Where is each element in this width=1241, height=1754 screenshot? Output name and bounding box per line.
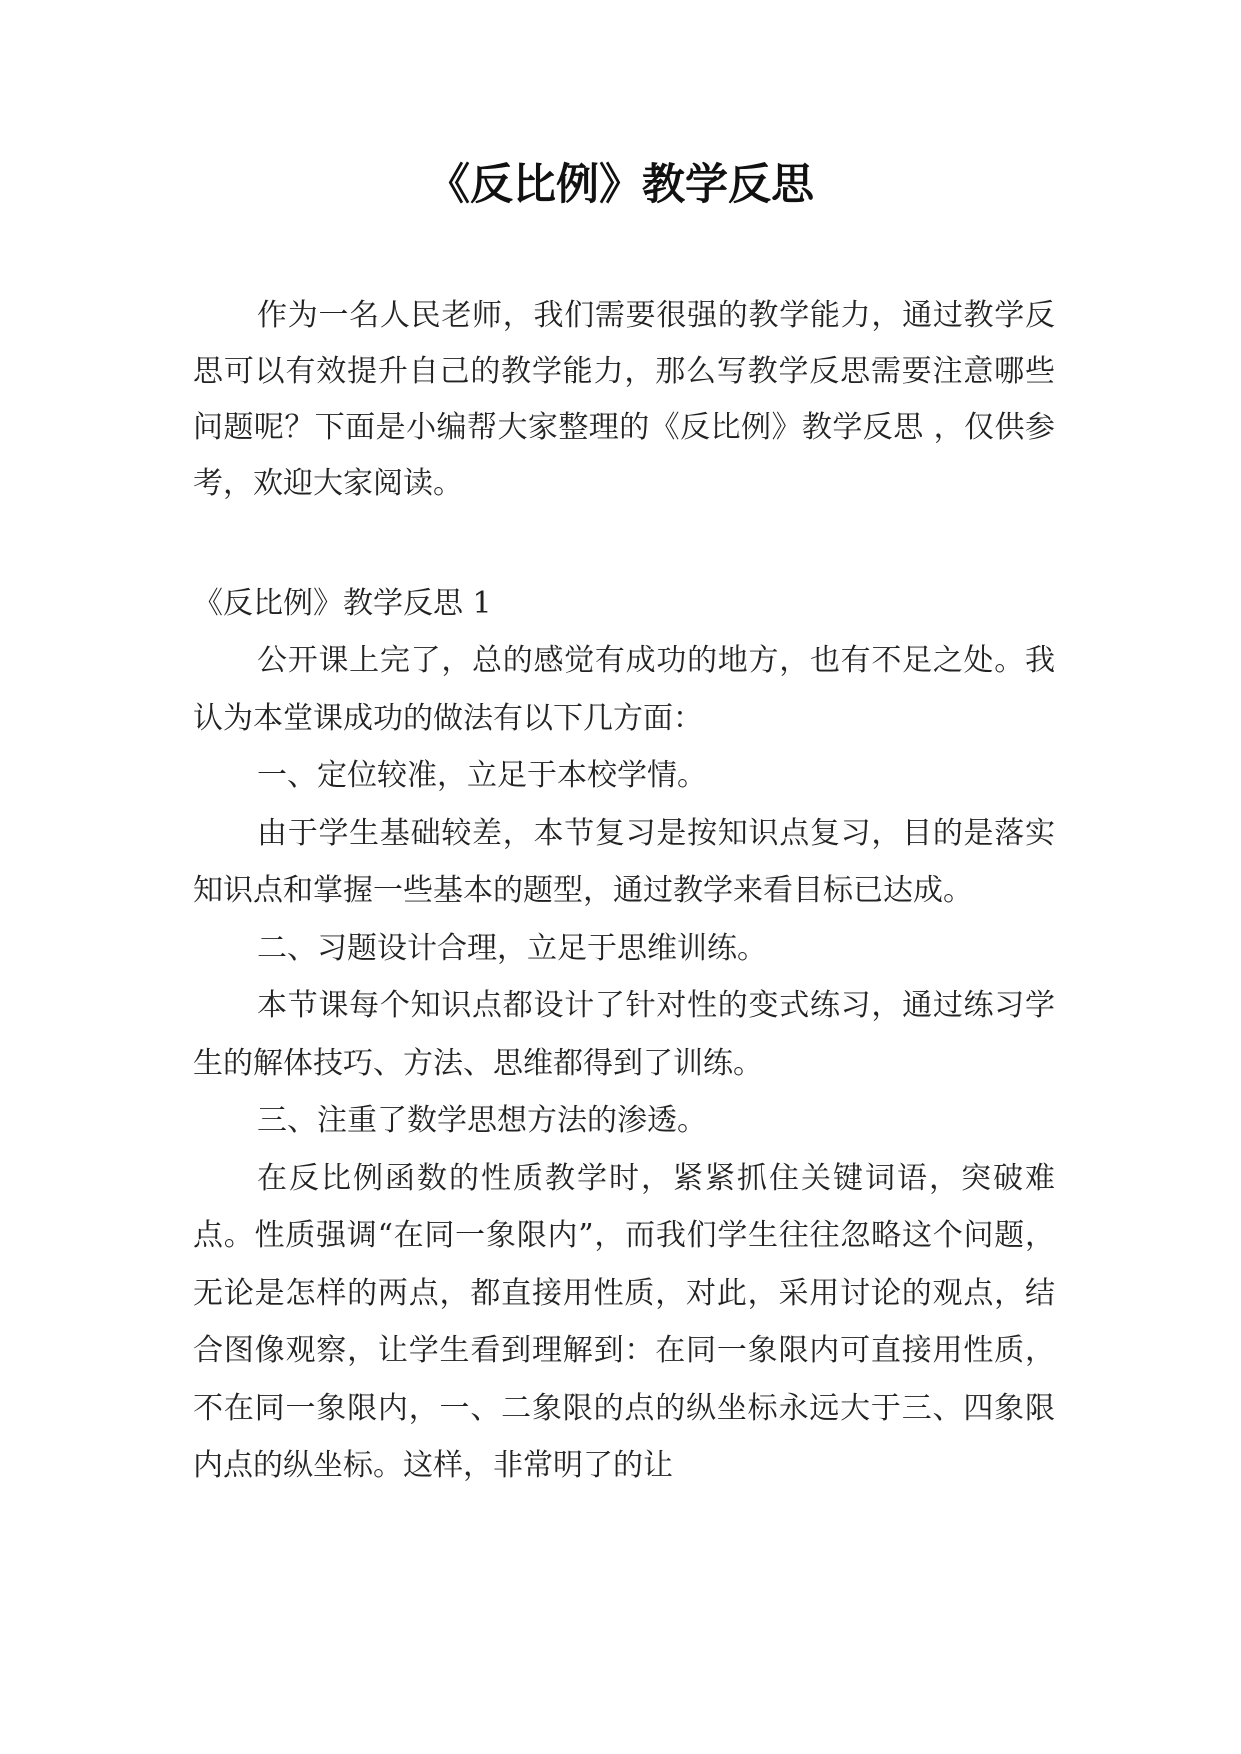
point-heading-3: 三、注重了数学思想方法的渗透。 [257, 1103, 707, 1138]
body-paragraph: 公开课上完了，总的感觉有成功的地方，也有不足之处。我认为本堂课成功的做法有以下几方面： [193, 643, 1055, 736]
document-body [193, 288, 1055, 1495]
point-heading-1: 一、定位较准，立足于本校学情。 [257, 758, 707, 793]
section-heading: 《反比例》教学反思 1 [193, 586, 492, 621]
body-paragraph: 在反比例函数的性质教学时，紧紧抓住关键词语，突破难点。性质强调“在同一象限内”，而我们学生往往忽略这个问题，无论是怎样的两点，都直接用性质，对此，采用讨论的观点，结合图像观察，让学生看到理解到：在同一象限内可直接用性质，不在同一象限内，一、二象限的点的纵坐标永远大于三、四象限内点的纵坐标。这样，非常明了的让 [193, 1160, 1055, 1483]
document-title: 《反比例》教学反思 [427, 160, 814, 210]
point-heading-2: 二、习题设计合理，立足于思维训练。 [257, 930, 767, 966]
body-paragraph: 本节课每个知识点都设计了针对性的变式练习，通过练习学生的解体技巧、方法、思维都得到了训练。 [193, 988, 1055, 1081]
body-paragraph: 由于学生基础较差，本节复习是按知识点复习，目的是落实知识点和掌握一些基本的题型，通过教学来看目标已达成。 [193, 815, 1055, 908]
intro-paragraph: 作为一名人民老师，我们需要很强的教学能力，通过教学反思可以有效提升自己的教学能力，那么写教学反思需要注意哪些问题呢？下面是小编帮大家整理的《反比例》教学反思 ，仅供参考，欢迎大家阅读。 [193, 298, 1055, 501]
